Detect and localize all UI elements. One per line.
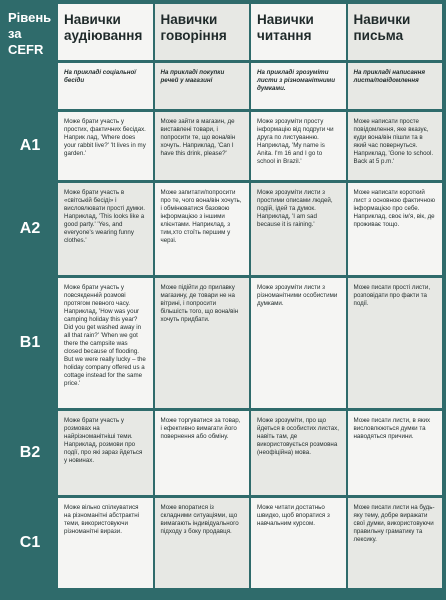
listening-column-header: Навички аудіювання — [58, 4, 153, 60]
b2-writing-cell: Може писати листи, в яких висловлюються думки та наводяться причини. — [348, 411, 443, 495]
c1-writing-cell: Може писати листи на будь-яку тему, добре виражати свої думки, використовуючи правильну граматику та лексику. — [348, 498, 443, 588]
b2-reading-cell: Може зрозуміти, про що йдеться в особистих листах, навіть там, де використовується розмовна (неофіційна) мова. — [251, 411, 346, 495]
level-label-c1: C1 — [4, 498, 56, 588]
b2-speaking-cell: Може торгуватися за товар, і ефективно вимагати його повернення або обміну. — [155, 411, 250, 495]
a2-speaking-cell: Може запитати/попросити про те, чого вона/він хочуть, і обмінюватися базовою інформацією з іншими клієнтами. Наприклад, з тим,хто стоїть першим у черзі. — [155, 183, 250, 275]
c1-speaking-cell: Може впоратися із складними ситуаціями, що вимагають індивідуального підходу з боку продавця. — [155, 498, 250, 588]
b2-listening-cell: Може брати участь у розмовах на найрізноманітніші теми. Наприклад, розмови про події, про які зараз йдеться у новинах. — [58, 411, 153, 495]
reading-column-header: Навички читання — [251, 4, 346, 60]
a1-speaking-cell: Може зайти в магазин, де виставлені товари, і попросити те, що вона/він хочуть. Наприклад, 'Can I have this drink, please?' — [155, 112, 250, 180]
a2-listening-cell: Може брати участь в «світській бесіді» і висловлювати прості думки. Наприклад, 'This looks like a good party.' 'Yes, and everyone's wearing funny clothes.' — [58, 183, 153, 275]
a1-writing-cell: Може написати просте повідомлення, яке вказує, куди вона/він пішли та в який час повернуться. Наприклад, 'Gone to school. Back at 5 p.m.' — [348, 112, 443, 180]
a1-listening-cell: Може брати участь у простих, фактичних бесідах. Наприк лад, 'Where does your rabbit live?' 'It lives in my garden.' — [58, 112, 153, 180]
writing-column-header: Навички письма — [348, 4, 443, 60]
level-label-a2: A2 — [4, 183, 56, 275]
b1-speaking-cell: Може підійти до прилавку магазину, де товари не на вітрині, і попросити більшість того, що вона/він хочуть придбати. — [155, 278, 250, 408]
level-label-b1: B1 — [4, 278, 56, 408]
reading-subheader: На прикладі зрозуміти листи з різноманітними думками. — [251, 63, 346, 109]
a2-writing-cell: Може написати короткий лист з основною фактичною інформацією про себе. Наприклад, своє ім'я, вік, де проживає тощо. — [348, 183, 443, 275]
b1-reading-cell: Може зрозуміти листи з різноманітними особистими думками. — [251, 278, 346, 408]
listening-subheader: На прикладі соціальної бесіди — [58, 63, 153, 109]
level-column-spacer — [4, 63, 56, 109]
c1-reading-cell: Може читати достатньо швидко, щоб впоратися з навчальним курсом. — [251, 498, 346, 588]
a1-reading-cell: Може зрозуміти просту інформацію від подруги чи друга по листуванню. Наприклад, 'My name is Anita. I'm 16 and I go to school in Brazil.' — [251, 112, 346, 180]
b1-writing-cell: Може писати прості листи, розповідати про факти та події. — [348, 278, 443, 408]
level-label-a1: A1 — [4, 112, 56, 180]
c1-listening-cell: Може вільно спілкуватися на різноманітні абстрактні теми, використовуючи різноманітні вирази. — [58, 498, 153, 588]
cefr-skills-table — [4, 4, 442, 596]
level-label-b2: B2 — [4, 411, 56, 495]
writing-subheader: На прикладі написання листа/повідомлення — [348, 63, 443, 109]
level-column-header: Рівень за CEFR — [4, 4, 56, 60]
b1-listening-cell: Може брати участь у повсякденній розмові протягом певного часу. Наприклад, 'How was your camping holiday this year? Did you get washed away in all that rain?' 'When we got there the campsite was closed because of flooding. But we were really lucky – the holiday company offered us a cottage instead for the same price.' — [58, 278, 153, 408]
a2-reading-cell: Може зрозуміти листи з простими описами людей, подій, ідей та думок. Наприклад, 'I am sad because it is raining.' — [251, 183, 346, 275]
speaking-column-header: Навички говоріння — [155, 4, 250, 60]
speaking-subheader: На прикладі покупки речей у магазині — [155, 63, 250, 109]
